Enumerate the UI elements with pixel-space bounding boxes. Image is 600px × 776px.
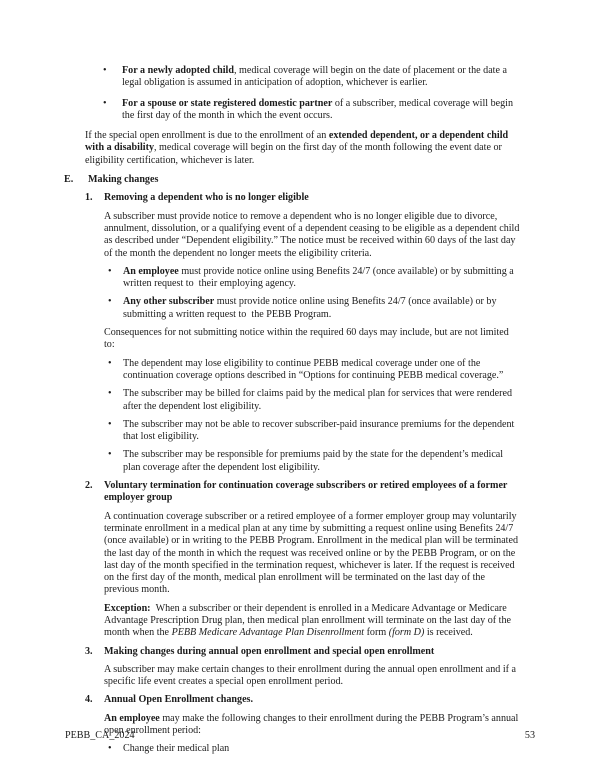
list-item-text: For a newly adopted child, medical coverage will begin on the date of placement or the date a legal obligation is assumed in anticipation of adoption, whichever is earlier. [122,65,507,89]
section-title: Making changes [88,174,159,186]
numbered-item [85,694,600,755]
numbered-item [85,192,600,474]
bullet-icon [108,296,123,321]
item-number: 1. [85,192,93,204]
list-item-text: An employee must provide notice online using Benefits 24/7 (once available) or by submitting a written request to their employing agency. [123,265,514,290]
bullet-icon [108,388,123,413]
bullet-icon [108,419,123,444]
document-id: PEBB_CA_2024 [65,730,135,741]
list-item [108,358,521,383]
section-heading [64,174,600,186]
numbered-item [85,646,600,689]
list-item-text: The dependent may lose eligibility to continue PEBB medical coverage under one of the continuation coverage options described in “Options for continuing PEBB medical coverage.” [123,357,504,381]
page-footer [65,730,535,742]
list-item [108,743,521,755]
paragraph: If the special open enrollment is due to the enrollment of an extended dependent, or a dependent child with a disability, medical coverage will begin on the first day of the month following the event date or eligibility certification, whichever is later. [85,130,509,166]
list-item [108,419,521,444]
paragraph: A subscriber may make certain changes to their enrollment during the annual open enrollment and if a specific life event creates a special open enrollment period. [104,663,517,688]
paragraph: Exception: When a subscriber or their dependent is enrolled in a Medicare Advantage or Medicare Advantage Prescription Drug plan, then medical plan enrollment will terminate on the last day of the month when the PEBB Medicare Advantage Plan Disenrollment form (form D) is received. [104,602,511,639]
list-item [103,65,520,90]
paragraph: Consequences for not submitting notice within the required 60 days may include, but are not limited to: [104,327,509,351]
item-title: Making changes during annual open enrollment and special open enrollment [104,645,435,657]
section-label: E. [64,174,74,186]
item-title: Voluntary termination for continuation coverage subscribers or retired employees of a former employer group [104,480,508,504]
bullet-icon [108,743,123,755]
bullet-icon [108,358,123,383]
item-number: 4. [85,694,93,706]
list-item-text: For a spouse or state registered domestic partner of a subscriber, medical coverage will begin the first day of the month in which the event occurs. [122,97,513,121]
list-item-text: The subscriber may be billed for claims paid by the medical plan for services that were rendered after the dependent lost eligibility. [123,388,513,412]
list-item [108,449,521,474]
item-title: Annual Open Enrollment changes. [104,694,254,706]
page-number: 53 [524,730,535,741]
list-item-text: The subscriber may be responsible for premiums paid by the state for the dependent’s medical plan coverage after the dependent lost eligibility. [123,449,504,473]
item-number: 2. [85,480,93,492]
list-item [108,388,521,413]
item-title: Removing a dependent who is no longer eligible [104,192,309,204]
list-item [108,296,521,321]
paragraph: A subscriber must provide notice to remove a dependent who is no longer eligible due to divorce, annulment, dissolution, or a qualifying event of a dependent ceasing to be eligible as a dependent child as described under “Dependent eligibility.” The notice must be received within 60 days of the last day of the month the dependent no longer meets the eligibility criteria. [104,210,520,259]
list-item-text: The subscriber may not be able to recover subscriber-paid insurance premiums for the dependent that lost eligibility. [123,418,515,443]
bullet-icon [108,449,123,474]
bullet-icon [108,266,123,291]
bullet-icon [103,65,122,90]
bullet-icon [103,98,122,123]
paragraph: A continuation coverage subscriber or a retired employee of a former employer group may voluntarily terminate enrollment in a medical plan at any time by submitting a request online using Benefits 24/7 (once available) or in writing to the PEBB Program. Enrollment in the medical plan will be terminated the last day of the month in which the request was received online or by the PEBB Program, or on the last day of the month specified in the termination request, whichever is later. If the request is received on the first day of the month, medical plan enrollment will be terminated on the last day of the previous month. [104,510,519,596]
list-item-text: Any other subscriber must provide notice online using Benefits 24/7 (once available) or by submitting a written request to the PEBB Program. [123,296,497,320]
list-item [108,266,521,291]
list-item-text: Change their medical plan [123,743,230,755]
item-number: 3. [85,645,93,657]
list-item [103,98,520,123]
paragraph: An employee may make the following changes to their enrollment during the PEBB Program’s annual open enrollment period: [104,712,519,737]
numbered-item [85,480,600,640]
